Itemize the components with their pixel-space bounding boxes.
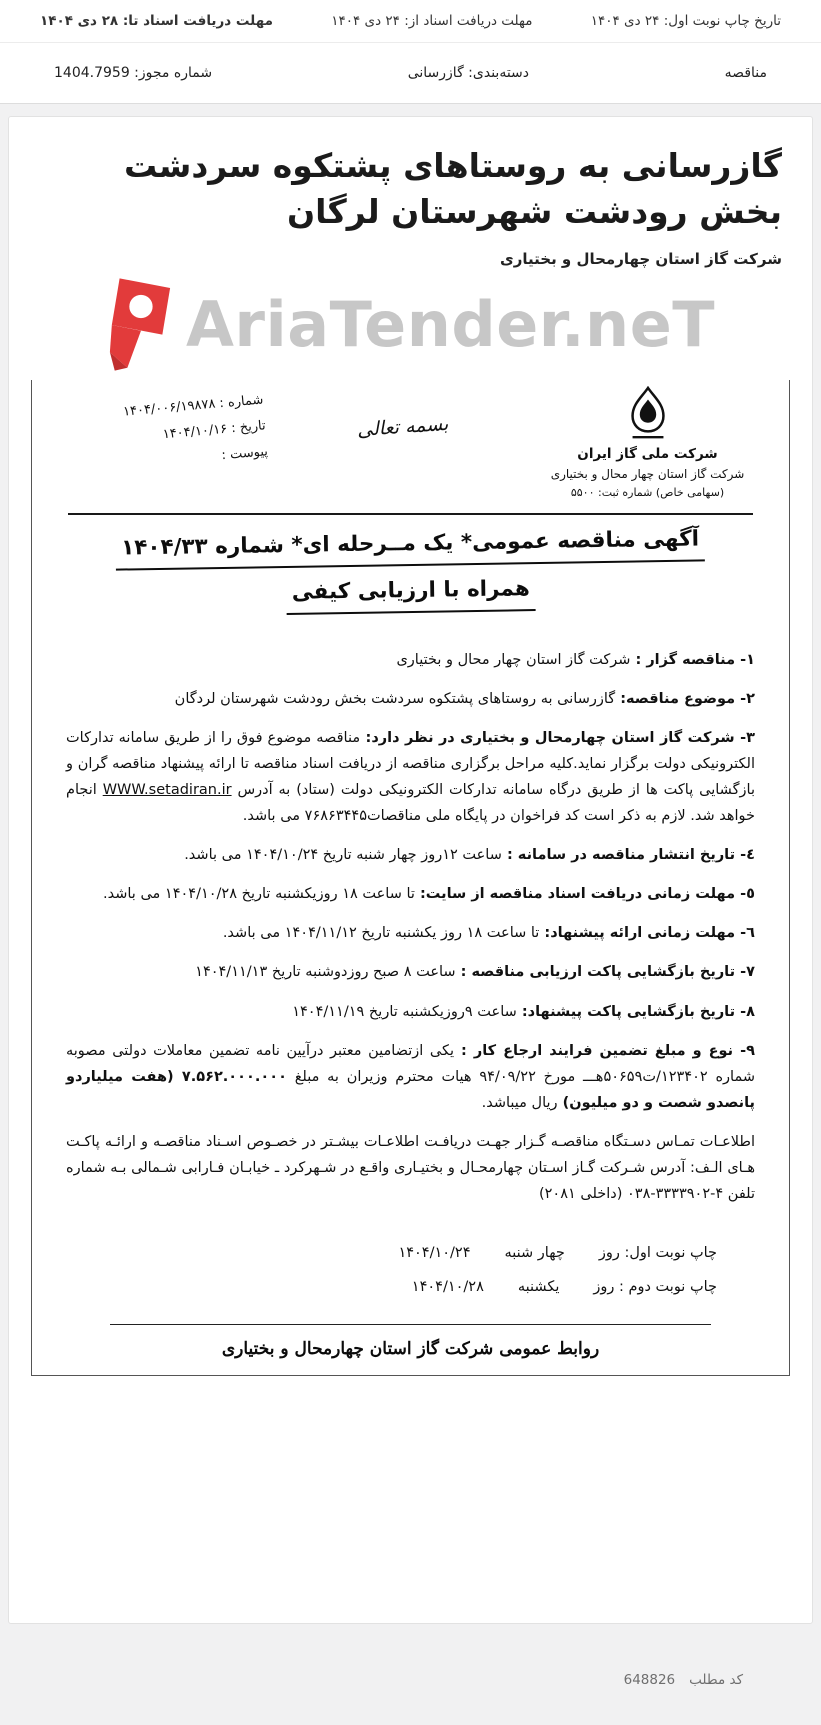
tender-item-2 (66, 686, 755, 712)
print-date-second (104, 1275, 717, 1300)
item-text: یکی ازتضامین معتبر درآیین نامه تضمین معاملات دولتی مصوبه شماره ۱۲۳۴۰۲/ت۵۰۶۵۹هـــ مورخ ۹۴/۰۹/۲۲ هیات محترم وزیران به مبلغ (66, 1042, 755, 1085)
item-number: ۷- (740, 964, 755, 981)
tender-item-9 (66, 1038, 755, 1116)
tender-item-7 (66, 959, 755, 985)
org-subname: شرکت گاز استان چهار محال و بختیاری (550, 466, 745, 481)
tender-item-3 (66, 725, 755, 829)
besmele-text: بسمه تعالی (356, 412, 450, 442)
doc-attachment: پیوست : (220, 444, 269, 464)
item-text: ساعت ۸ صبح روزدوشنبه تاریخ ۱۴۰۴/۱۱/۱۳ (195, 964, 456, 981)
notice-title (65, 525, 755, 618)
print-dates (104, 1241, 717, 1299)
item-lead: نوع و مبلغ تضمین فرایند ارجاع کار : (454, 1042, 741, 1059)
item-lead: مهلت زمانی دریافت اسناد مناقصه از سایت: (414, 886, 741, 903)
watermark (31, 270, 790, 378)
setadiran-link[interactable]: WWW.setadiran.ir (102, 782, 232, 798)
item-lead: تاریخ بازگشایی پاکت ارزیابی مناقصه : (455, 964, 741, 981)
item-text: مناقصه موضوع فوق را از طریق سامانه تدارکات الکترونیکی دولت برگزار نماید.کلیه مراحل برگزاری مناقصه از دریافت اسناد مناقصه تا ارائه پیشنهاد مناقصه گران و بازگشایی پاکت ها از طریق درگاه سامانه تدارکات الکترونیکی دولت (ستاد) به آدرس (66, 729, 755, 798)
print-second-label: چاپ نوبت دوم : روز (593, 1278, 717, 1295)
item-text-tail: ریال میباشد. (481, 1094, 558, 1111)
meta-row-category (0, 43, 821, 103)
item-text-after-link: انجام خواهد شد. لازم به ذکر است کد فراخوان در پایگاه ملی مناقصات۷۶۸۶۳۴۴۵ می باشد. (66, 782, 755, 825)
tender-item-5 (66, 881, 755, 907)
item-text: ساعت ۹روزیکشنبه تاریخ ۱۴۰۴/۱۱/۱۹ (292, 1003, 517, 1020)
print-first-date: ۱۴۰۴/۱۰/۲۴ (398, 1245, 471, 1262)
item-text: گازرسانی به روستاهای پشتکوه سردشت بخش رودشت شهرستان لردگان (174, 690, 616, 707)
signature-text: روابط عمومی شرکت گاز استان چهارمحال و بختیاری (221, 1338, 600, 1359)
signature-divider (110, 1324, 711, 1325)
print-first-day: چهار شنبه (504, 1245, 565, 1262)
item-text: شرکت گاز استان چهار محال و بختیاری (396, 651, 631, 668)
org-name: شرکت ملی گاز ایران (577, 446, 718, 463)
doc-date: تاریخ : ۱۴۰۴/۱۰/۱۶ (162, 418, 267, 443)
item-lead: موضوع مناقصه: (615, 690, 741, 707)
tender-item-1 (66, 647, 755, 673)
item-number: ۹- (740, 1042, 755, 1059)
org-registration: (سهامی خاص) شماره ثبت: ۵۵۰۰ (570, 485, 725, 499)
guarantee-amount-words: (هفت میلیاردو پانصدو شصت و دو میلیون) (66, 1068, 755, 1111)
item-number: ٥- (740, 886, 755, 903)
print-first-date-text: تاریخ چاپ نوبت اول: ۲۴ دی ۱۴۰۴ (590, 13, 781, 29)
guarantee-amount: ۷.۵۶۲.۰۰۰.۰۰۰ (181, 1068, 287, 1085)
notice-title-line1: آگهی مناقصه عمومی* یک مــرحله ای* شماره ۱۴۰۴/۳۳ (115, 526, 705, 570)
item-lead: مناقصه گزار : (630, 651, 741, 668)
item-text: ساعت ۱۲روز چهار شنبه تاریخ ۱۴۰۴/۱۰/۲۴ می باشد. (184, 847, 502, 864)
tender-items (66, 647, 755, 1208)
item-number: ۲- (740, 690, 755, 707)
tender-item-4 (66, 842, 755, 868)
letterhead (66, 386, 755, 501)
item-lead: مهلت زمانی ارائه پیشنهاد: (539, 925, 741, 942)
meta-row-dates (0, 0, 821, 43)
article-code (0, 1672, 821, 1688)
item-lead: شرکت گاز استان چهارمحال و بختیاری در نظر دارد: (360, 729, 741, 746)
item-lead: تاریخ انتشار مناقصه در سامانه : (501, 847, 741, 864)
docs-receive-until-text: مهلت دریافت اسناد تا: ۲۸ دی ۱۴۰۴ (40, 13, 273, 29)
item-lead: تاریخ بازگشایی پاکت پیشنهاد: (516, 1003, 741, 1020)
tender-type-label: مناقصه (724, 65, 767, 81)
print-second-date: ۱۴۰۴/۱۰/۲۸ (411, 1278, 484, 1295)
license-number-label: شماره مجوز: 1404.7959 (54, 65, 213, 81)
print-date-first (104, 1241, 717, 1266)
tender-item-8 (66, 999, 755, 1025)
tender-item-6 (66, 920, 755, 946)
print-first-label: چاپ نوبت اول: روز (598, 1245, 717, 1262)
item-text: تا ساعت ۱۸ روز یکشنبه تاریخ ۱۴۰۴/۱۱/۱۲ می باشد. (222, 925, 540, 942)
article-code-value: 648826 (623, 1672, 676, 1688)
docs-receive-from-text: مهلت دریافت اسناد از: ۲۴ دی ۱۴۰۴ (331, 13, 533, 29)
meta-bar (0, 0, 821, 104)
category-label: دسته‌بندی: گازرسانی (407, 65, 530, 81)
page-title: گازرسانی به روستاهای پشتکوه سردشت بخش رودشت شهرستان لرگان (123, 146, 782, 231)
scanned-notice (31, 380, 790, 1375)
item-number: ۱- (740, 651, 755, 668)
item-number: ٤- (740, 847, 755, 864)
watermark-text: AriaTender.neT (185, 287, 716, 361)
tender-card (8, 116, 813, 1624)
article-code-label: کد مطلب (689, 1672, 743, 1688)
letterhead-divider (68, 513, 753, 515)
nigc-flame-icon (623, 386, 673, 442)
item-number: ۳- (740, 729, 755, 746)
doc-meta-block (63, 387, 269, 482)
item-number: ۸- (740, 1003, 755, 1020)
contact-paragraph: اطلاعـات تمـاس دسـتگاه مناقصـه گـزار جهـت دریافـت اطلاعـات بیشـتر در خصـوص اسـناد مناقصـه و ارائـه پاکـت هـای الـف: آدرس شـرکت گـاز اسـتان چهارمحـال و بختیـاری واقـع در شـهرکرد ـ خیابـان فـارابی شـمالی بـه شماره تلفن ۴-۳۳۳۳۹۰۲-۰۳۸ (داخلی ۲۰۸۱) (66, 1133, 755, 1203)
print-second-day: یکشنبه (517, 1278, 560, 1295)
company-name: شرکت گاز استان چهارمحال و بختیاری (500, 250, 782, 269)
organization-block (540, 386, 755, 501)
doc-number: شماره : ۱۴۰۴/۰۰۶/۱۹۸۷۸ (122, 392, 264, 420)
item-number: ٦- (740, 925, 755, 942)
notice-title-line2: همراه با ارزیابی کیفی (286, 576, 536, 615)
ariatender-logo (106, 274, 174, 374)
item-text: تا ساعت ۱۸ روزیکشنبه تاریخ ۱۴۰۴/۱۰/۲۸ می باشد. (103, 886, 415, 903)
